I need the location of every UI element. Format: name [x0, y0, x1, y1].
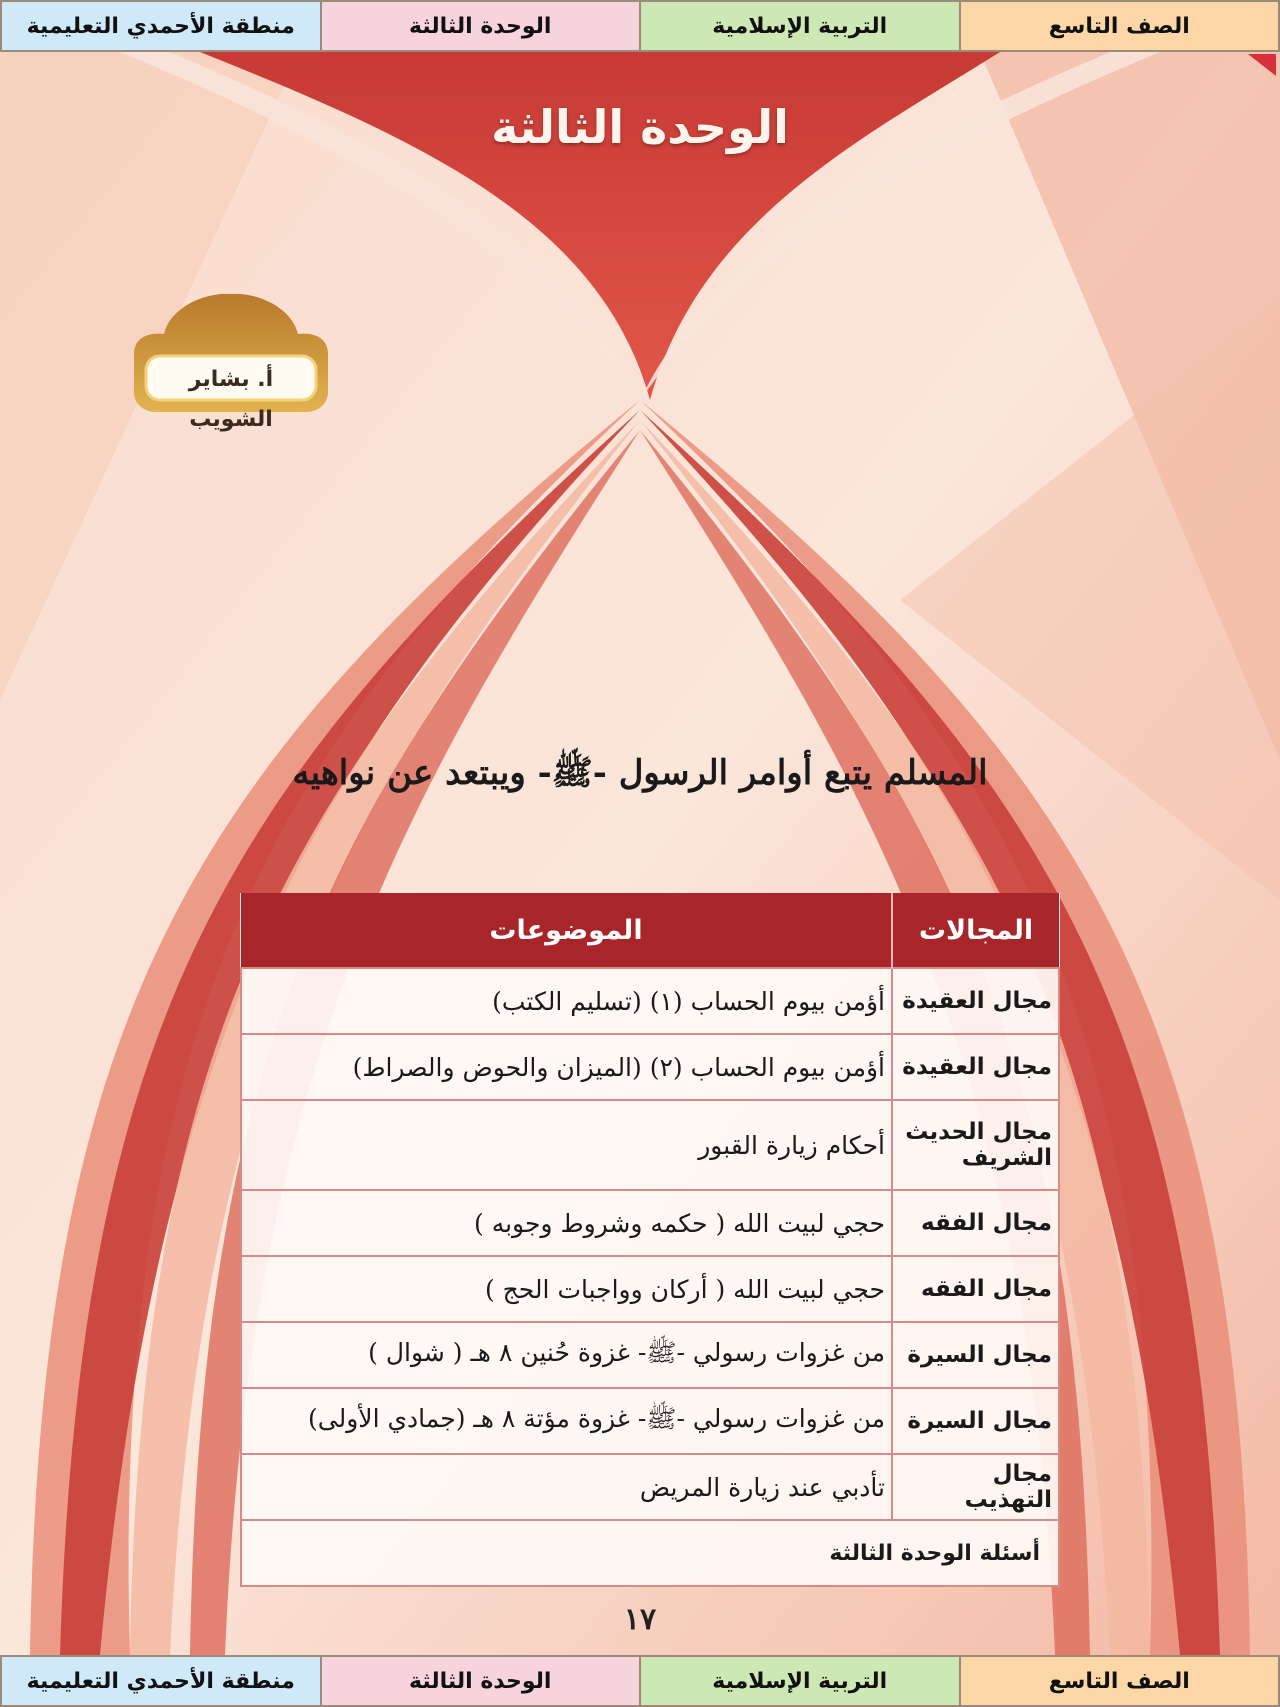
top-header-bar [0, 0, 1280, 52]
footer-unit: الوحدة الثالثة [320, 1657, 640, 1705]
row-field: مجال العقيدة [892, 1034, 1059, 1100]
table-row [241, 1256, 1059, 1322]
row-topic: حجي لبيت الله ( حكمه وشروط وجوبه ) [241, 1190, 892, 1256]
row-topic: من غزوات رسولي -ﷺ- غزوة مؤتة ٨ هـ (جمادي الأولى) [241, 1388, 892, 1454]
row-field: مجال السيرة [892, 1388, 1059, 1454]
header-region: منطقة الأحمدي التعليمية [2, 2, 320, 50]
table-row [241, 1454, 1059, 1520]
header-subject: التربية الإسلامية [639, 2, 959, 50]
table-header-row [241, 893, 1059, 968]
page-number: ١٧ [623, 1602, 657, 1637]
footer-grade: الصف التاسع [959, 1657, 1279, 1705]
table-row [241, 1034, 1059, 1100]
table-row [241, 1388, 1059, 1454]
table-row [241, 1322, 1059, 1388]
row-topic: أحكام زيارة القبور [241, 1100, 892, 1190]
row-field: مجال الحديث الشريف [892, 1100, 1059, 1190]
header-grade: الصف التاسع [959, 2, 1279, 50]
row-topic: أؤمن بيوم الحساب (٢) (الميزان والحوض والصراط) [241, 1034, 892, 1100]
unit-topics-table [240, 893, 1060, 1587]
row-field: مجال التهذيب [892, 1454, 1059, 1520]
header-topics: الموضوعات [241, 893, 892, 968]
footer-subject: التربية الإسلامية [639, 1657, 959, 1705]
table-row [241, 968, 1059, 1034]
unit-tagline: المسلم يتبع أوامر الرسول -ﷺ- ويبتعد عن نواهيه [292, 753, 988, 793]
row-topic: حجي لبيت الله ( أركان وواجبات الحج ) [241, 1256, 892, 1322]
table-footer-row [241, 1520, 1059, 1586]
row-topic: تأدبي عند زيارة المريض [241, 1454, 892, 1520]
row-field: مجال الفقه [892, 1256, 1059, 1322]
unit-title: الوحدة الثالثة [491, 100, 789, 154]
header-fields: المجالات [892, 893, 1059, 968]
row-topic: من غزوات رسولي -ﷺ- غزوة حُنين ٨ هـ ( شوال ) [241, 1322, 892, 1388]
bottom-footer-bar [0, 1655, 1280, 1707]
table-row [241, 1190, 1059, 1256]
row-field: مجال السيرة [892, 1322, 1059, 1388]
table-row [241, 1100, 1059, 1190]
unit-questions-row: أسئلة الوحدة الثالثة [241, 1520, 1059, 1586]
header-unit: الوحدة الثالثة [320, 2, 640, 50]
row-field: مجال العقيدة [892, 968, 1059, 1034]
author-name: أ. بشاير الشويب [188, 367, 274, 432]
footer-region: منطقة الأحمدي التعليمية [2, 1657, 320, 1705]
row-field: مجال الفقه [892, 1190, 1059, 1256]
row-topic: أؤمن بيوم الحساب (١) (تسليم الكتب) [241, 968, 892, 1034]
